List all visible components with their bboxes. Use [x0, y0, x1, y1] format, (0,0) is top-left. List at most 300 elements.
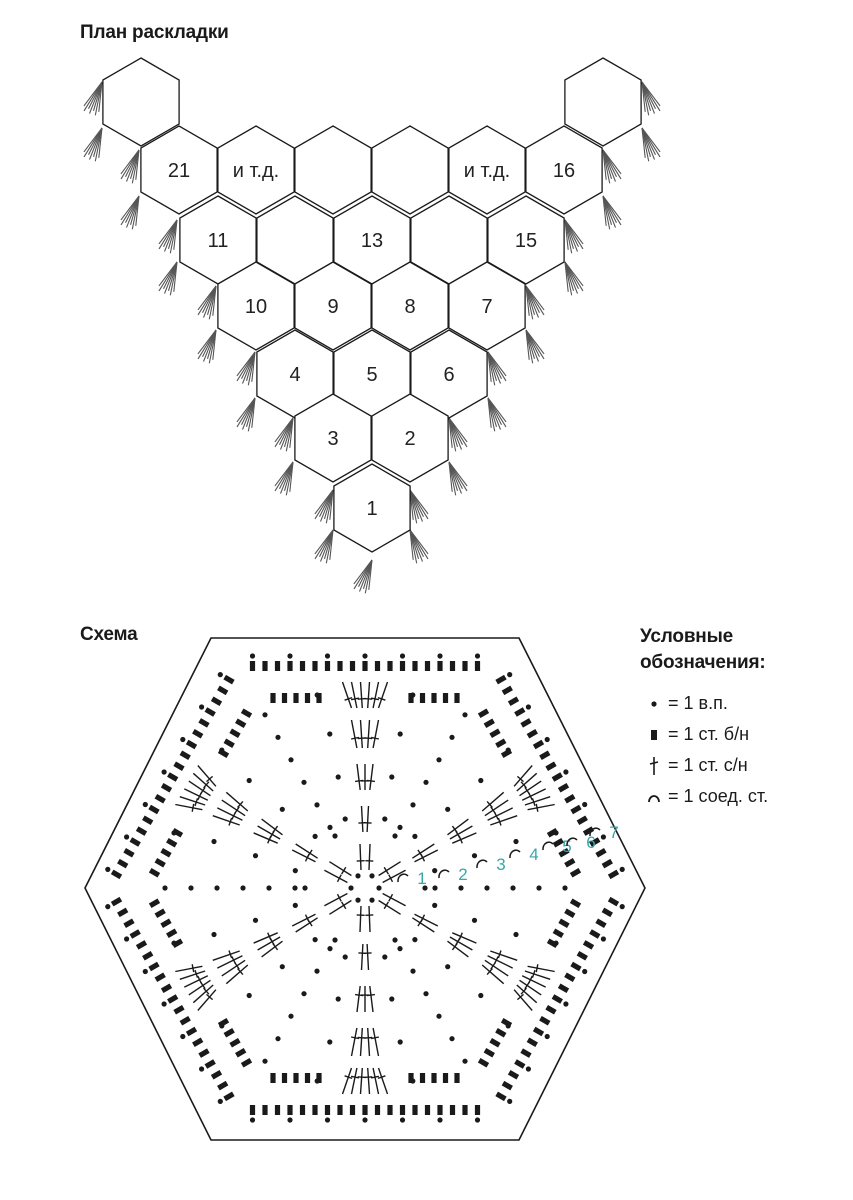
double-crochet-stitch	[525, 970, 550, 979]
double-crochet-stitch	[358, 806, 366, 832]
hexagon-number: 10	[244, 296, 268, 318]
double-crochet-stitch	[226, 965, 248, 984]
double-crochet-stitch	[292, 850, 315, 862]
chain-stitch	[240, 885, 245, 890]
chain-stitch	[620, 867, 625, 872]
double-crochet-stitch	[364, 944, 372, 970]
chain-stitch	[410, 969, 415, 974]
single-crochet-stitch	[305, 1073, 310, 1083]
single-crochet-stitch	[437, 661, 442, 671]
single-crochet-stitch	[229, 728, 240, 738]
chain-stitch	[507, 672, 512, 677]
double-crochet-stitch	[226, 792, 248, 811]
chain-stitch	[124, 936, 129, 941]
single-crochet-stitch	[148, 962, 159, 972]
double-crochet-stitch	[528, 964, 555, 972]
legend-item-double-crochet	[640, 750, 768, 781]
chain-stitch	[432, 885, 437, 890]
single-crochet-stitch	[111, 870, 122, 880]
hexagon-number: 15	[514, 230, 538, 252]
double-crochet-stitch	[412, 844, 434, 858]
single-crochet-stitch	[130, 929, 141, 939]
single-crochet-stitch	[478, 1058, 489, 1068]
chain-stitch	[211, 932, 216, 937]
chain-stitch	[412, 937, 417, 942]
single-crochet-stitch	[160, 918, 171, 928]
chain-stitch	[400, 653, 405, 658]
single-crochet-stitch	[564, 794, 575, 804]
double-crochet-stitch	[412, 918, 434, 932]
chain-stitch	[314, 969, 319, 974]
single-crochet-stitch	[408, 693, 413, 703]
legend-item-single-crochet	[640, 719, 768, 750]
double-crochet-stitch	[522, 976, 546, 987]
hexagon-number: 9	[327, 296, 339, 318]
single-crochet-stitch	[533, 740, 544, 750]
chain-stitch	[218, 672, 223, 677]
double-crochet-stitch	[262, 819, 283, 835]
single-crochet-stitch	[293, 1073, 298, 1083]
chain-stitch	[162, 769, 167, 774]
round-number: 1	[417, 869, 427, 888]
legend-text-slip-stitch: = 1 соед. ст.	[668, 786, 769, 806]
hexagon-number: 8	[404, 296, 416, 318]
round-number: 2	[458, 865, 468, 884]
single-crochet-stitch	[350, 661, 355, 671]
single-crochet-stitch	[173, 1005, 184, 1015]
chain-stitch	[484, 885, 489, 890]
chain-stitch	[332, 937, 337, 942]
chain-stitch	[458, 885, 463, 890]
single-crochet-stitch	[589, 929, 600, 939]
chain-stitch	[332, 833, 337, 838]
single-crochet-stitch	[235, 1048, 246, 1058]
hexagon-number: 2	[404, 428, 416, 450]
chain-stitch	[536, 885, 541, 890]
double-crochet-stitch	[361, 764, 369, 790]
single-crochet-stitch	[312, 1105, 317, 1115]
chain-stitch	[336, 996, 341, 1001]
double-crochet-stitch	[525, 797, 550, 806]
round-number: 5	[562, 837, 572, 856]
single-crochet-stitch	[172, 938, 183, 948]
single-crochet-stitch	[533, 1027, 544, 1037]
single-crochet-stitch	[520, 1048, 531, 1058]
single-crochet-stitch	[149, 868, 160, 878]
chain-stitch	[302, 885, 307, 890]
chain-stitch	[343, 816, 348, 821]
chain-stitch	[582, 969, 587, 974]
single-crochet-stitch	[316, 693, 321, 703]
single-crochet-stitch	[235, 719, 246, 729]
single-crochet-stitch	[478, 709, 489, 719]
single-crochet-stitch	[117, 908, 128, 918]
single-crochet-stitch	[149, 899, 160, 909]
single-crochet-stitch	[186, 740, 197, 750]
double-crochet-stitch	[517, 773, 537, 791]
chain-stitch	[253, 853, 258, 858]
double-crochet-stitch	[193, 985, 213, 1003]
single-crochet-stitch	[552, 772, 563, 782]
chain-stitch	[314, 802, 319, 807]
chain-stitch	[526, 1066, 531, 1071]
hexagon-number: 5	[366, 364, 378, 386]
single-crochet-stitch	[508, 696, 519, 706]
single-crochet-stitch	[362, 661, 367, 671]
single-crochet-stitch	[167, 772, 178, 782]
double-crochet-stitch	[175, 804, 202, 812]
chain-stitch	[423, 780, 428, 785]
single-crochet-stitch	[270, 693, 275, 703]
single-crochet-stitch	[262, 1105, 267, 1115]
legend-text-single-crochet: = 1 ст. б/н	[668, 724, 750, 744]
double-crochet-stitch	[415, 914, 438, 926]
single-crochet-stitch	[495, 738, 506, 748]
chain-stitch	[275, 1036, 280, 1041]
chain-stitch	[199, 704, 204, 709]
single-crochet-stitch	[287, 1105, 292, 1115]
slip-stitch	[477, 860, 487, 868]
single-crochet-stitch	[462, 1105, 467, 1115]
chain-stitch	[250, 653, 255, 658]
single-crochet-stitch	[484, 719, 495, 729]
chain-stitch	[288, 757, 293, 762]
single-crochet-stitch	[173, 761, 184, 771]
chain-stitch	[462, 1059, 467, 1064]
single-crochet-stitch	[425, 661, 430, 671]
single-crochet-stitch	[350, 1105, 355, 1115]
single-crochet-stitch	[325, 661, 330, 671]
chain-stitch	[601, 834, 606, 839]
chain-stitch	[343, 954, 348, 959]
hexagon-number: 1	[366, 498, 378, 520]
single-crochet-stitch	[262, 661, 267, 671]
chain-stitch	[410, 802, 415, 807]
double-crochet-stitch	[364, 1028, 372, 1056]
chain-stitch	[382, 816, 387, 821]
single-crochet-stitch	[198, 1048, 209, 1058]
single-crochet-stitch	[117, 859, 128, 869]
double-crochet-stitch	[448, 819, 469, 835]
single-crochet-stitch	[211, 1070, 222, 1080]
single-crochet-stitch	[431, 693, 436, 703]
single-crochet-stitch	[142, 951, 153, 961]
single-crochet-stitch	[180, 751, 191, 761]
chain-stitch	[513, 839, 518, 844]
chain-stitch	[362, 653, 367, 658]
chain-stitch	[301, 991, 306, 996]
double-crochet-stitch	[522, 789, 546, 800]
single-crochet-stitch	[136, 826, 147, 836]
chain-stitch	[287, 653, 292, 658]
chain-stitch	[355, 873, 360, 878]
double-crochet-stitch	[343, 682, 353, 708]
round-number: 3	[496, 855, 506, 874]
single-crochet-stitch	[595, 848, 606, 858]
single-crochet-stitch	[211, 696, 222, 706]
single-crochet-stitch	[547, 828, 558, 838]
single-crochet-stitch	[167, 994, 178, 1004]
single-crochet-stitch	[437, 1105, 442, 1115]
single-crochet-stitch	[192, 1038, 203, 1048]
chain-stitch	[475, 653, 480, 658]
single-crochet-stitch	[400, 1105, 405, 1115]
slip-stitch	[510, 850, 520, 858]
single-crochet-stitch	[275, 1105, 280, 1115]
single-crochet-stitch	[130, 837, 141, 847]
single-crochet-stitch	[300, 1105, 305, 1115]
legend-text-chain: = 1 в.п.	[668, 693, 728, 713]
single-crochet-stitch	[475, 1105, 480, 1115]
single-crochet-stitch	[270, 1073, 275, 1083]
chain-stitch	[436, 757, 441, 762]
single-crochet-stitch	[224, 738, 235, 748]
double-crochet-stitch	[364, 806, 372, 832]
single-crochet-stitch	[337, 661, 342, 671]
double-crochet-stitch	[254, 933, 278, 943]
single-crochet-stitch	[595, 918, 606, 928]
single-crochet-stitch	[462, 661, 467, 671]
single-crochet-stitch	[293, 693, 298, 703]
double-crochet-stitch	[371, 1068, 379, 1094]
single-crochet-stitch	[161, 783, 172, 793]
slip-stitch	[543, 842, 553, 850]
single-crochet-stitch	[155, 909, 166, 919]
double-crochet-stitch	[358, 682, 366, 708]
chain-stitch	[325, 1117, 330, 1122]
chain-stitch	[292, 885, 297, 890]
single-crochet-stitch	[337, 1105, 342, 1115]
single-crochet-stitch	[275, 661, 280, 671]
single-crochet-stitch	[205, 707, 216, 717]
single-crochet-stitch	[454, 1073, 459, 1083]
double-crochet-stitch	[355, 986, 363, 1012]
single-crochet-stitch	[547, 938, 558, 948]
single-crochet-stitch	[198, 718, 209, 728]
chain-stitch	[432, 903, 437, 908]
chain-stitch	[180, 737, 185, 742]
single-crochet-stitch	[495, 1028, 506, 1038]
single-crochet-stitch	[250, 1105, 255, 1115]
single-crochet-stitch	[229, 1038, 240, 1048]
chain-stitch	[288, 1014, 293, 1019]
chain-stitch	[436, 1014, 441, 1019]
chain-stitch	[472, 918, 477, 923]
single-crochet-stitch	[155, 973, 166, 983]
double-crochet-stitch	[383, 894, 406, 906]
double-crochet-stitch	[184, 789, 208, 800]
single-crochet-stitch	[443, 1073, 448, 1083]
legend	[640, 688, 768, 812]
single-crochet-stitch	[564, 909, 575, 919]
chain-stitch	[398, 1039, 403, 1044]
double-crochet-stitch	[343, 1068, 353, 1094]
double-crochet-stitch	[364, 682, 372, 708]
chain-stitch	[262, 712, 267, 717]
chain-stitch	[510, 885, 515, 890]
chain-stitch	[275, 735, 280, 740]
chain-stitch	[218, 1099, 223, 1104]
double-crochet-stitch	[378, 1068, 388, 1094]
single-crochet-stitch	[558, 983, 569, 993]
legend-title-line-2: обозначения:	[640, 652, 766, 673]
double-crochet-stitch	[355, 764, 363, 790]
single-crochet-stitch	[250, 661, 255, 671]
double-crochet-stitch	[175, 964, 202, 972]
chain-stitch	[397, 825, 402, 830]
double-crochet-stitch	[367, 764, 375, 790]
chain-stitch	[475, 1117, 480, 1122]
single-crochet-stitch	[570, 899, 581, 909]
chain-stitch	[313, 834, 318, 839]
double-crochet-stitch	[371, 1028, 379, 1056]
double-crochet-stitch	[365, 844, 373, 870]
double-crochet-stitch	[358, 1068, 366, 1094]
single-crochet-stitch	[608, 870, 619, 880]
scheme-title: Схема	[80, 624, 138, 645]
single-crochet-stitch	[155, 858, 166, 868]
single-crochet-stitch	[155, 794, 166, 804]
single-crochet-stitch	[312, 661, 317, 671]
double-crochet-stitch	[351, 682, 359, 708]
single-crochet-stitch	[564, 973, 575, 983]
single-crochet-stitch	[300, 661, 305, 671]
double-crochet-stitch	[517, 985, 537, 1003]
chain-stitch	[462, 712, 467, 717]
single-crochet-stitch	[577, 816, 588, 826]
single-crochet-stitch	[558, 783, 569, 793]
slip-stitch-icon	[640, 789, 668, 805]
single-crochet-stitch	[217, 1081, 228, 1091]
single-crochet-stitch	[316, 1073, 321, 1083]
single-crochet-stitch	[502, 1081, 513, 1091]
chain-stitch	[143, 969, 148, 974]
chain-stitch	[412, 834, 417, 839]
double-crochet-stitch	[383, 870, 406, 882]
chain-stitch	[266, 885, 271, 890]
chain-stitch	[199, 1066, 204, 1071]
stitch-symbols	[105, 653, 625, 1122]
single-crochet-stitch	[148, 805, 159, 815]
chain-stitch	[397, 946, 402, 951]
chain-stitch	[449, 735, 454, 740]
single-crochet-stitch	[387, 661, 392, 671]
chain-stitch	[247, 993, 252, 998]
double-crochet-stitch	[364, 1068, 372, 1094]
chain-stitch	[105, 867, 110, 872]
single-crochet-stitch	[484, 1048, 495, 1058]
chain-stitch	[382, 954, 387, 959]
single-crochet-stitch	[558, 918, 569, 928]
double-crochet-stitch	[324, 894, 347, 906]
single-crochet-stitch	[166, 928, 177, 938]
single-crochet-stitch	[502, 686, 513, 696]
double-crochet-stitch	[371, 682, 379, 708]
chain-stitch	[280, 807, 285, 812]
single-crochet-stitch	[136, 940, 147, 950]
chain-stitch	[250, 1117, 255, 1122]
single-crochet-stitch	[412, 661, 417, 671]
single-crochet-stitch	[454, 693, 459, 703]
single-crochet-stitch	[205, 1059, 216, 1069]
single-crochet-stitch	[362, 1105, 367, 1115]
single-crochet-stitch	[224, 1028, 235, 1038]
chain-stitch	[280, 964, 285, 969]
double-crochet-stitch	[292, 914, 315, 926]
hexagon-number: 3	[327, 428, 339, 450]
hexagon-number: 16	[552, 160, 576, 182]
chain-stitch	[437, 653, 442, 658]
round-number: 4	[529, 845, 539, 864]
hexagon-number: и т.д.	[463, 160, 511, 182]
single-crochet-stitch	[564, 858, 575, 868]
single-crochet-stitch	[489, 728, 500, 738]
double-crochet-stitch	[357, 906, 365, 932]
chain-stitch	[437, 1117, 442, 1122]
chain-stitch	[327, 946, 332, 951]
double-crochet-stitch	[371, 720, 379, 748]
single-crochet-stitch	[217, 686, 228, 696]
single-crochet-stitch	[408, 1073, 413, 1083]
double-crochet-stitch	[528, 804, 555, 812]
single-crochet-stitch	[552, 994, 563, 1004]
chain-stitch	[327, 731, 332, 736]
chain-stitch	[327, 1039, 332, 1044]
chain-stitch	[336, 774, 341, 779]
chain-stitch	[472, 853, 477, 858]
single-crochet-stitch	[420, 1073, 425, 1083]
double-crochet-stitch	[448, 941, 469, 957]
single-crochet-stitch	[602, 859, 613, 869]
chain-stitch	[400, 1117, 405, 1122]
chain-stitch	[287, 1117, 292, 1122]
single-crochet-stitch	[223, 1092, 234, 1102]
round-number: 7	[609, 823, 619, 842]
double-crochet-stitch	[254, 833, 278, 843]
single-crochet-stitch	[180, 1016, 191, 1026]
single-crochet-stitch	[425, 1105, 430, 1115]
chain-stitch	[478, 993, 483, 998]
single-crochet-stitch	[412, 1105, 417, 1115]
chain-stitch	[620, 904, 625, 909]
chain-stitch	[392, 937, 397, 942]
chain-stitch	[325, 653, 330, 658]
single-crochet-stitch	[570, 962, 581, 972]
double-crochet-stitch	[379, 901, 401, 915]
chain-stitch	[253, 918, 258, 923]
single-crochet-stitch	[545, 1005, 556, 1015]
single-crochet-stitch	[375, 661, 380, 671]
single-crochet-stitch	[241, 709, 252, 719]
double-crochet-stitch	[357, 844, 365, 870]
single-crochet-stitch	[123, 848, 134, 858]
hexagon-number: 11	[207, 230, 229, 252]
double-crochet-stitch	[358, 944, 366, 970]
chain-stitch	[214, 885, 219, 890]
single-crochet-stitch	[172, 828, 183, 838]
single-crochet-stitch	[450, 1105, 455, 1115]
single-crochet-stitch	[570, 868, 581, 878]
single-crochet-stitch	[577, 951, 588, 961]
single-crochet-stitch	[514, 1059, 525, 1069]
single-crochet-stitch	[161, 983, 172, 993]
double-crochet-stitch	[351, 1068, 359, 1094]
hexagon-number: 7	[481, 296, 493, 318]
double-crochet-stitch	[365, 906, 373, 932]
single-crochet-stitch	[583, 940, 594, 950]
chain-stitch	[526, 704, 531, 709]
chain-stitch	[445, 807, 450, 812]
